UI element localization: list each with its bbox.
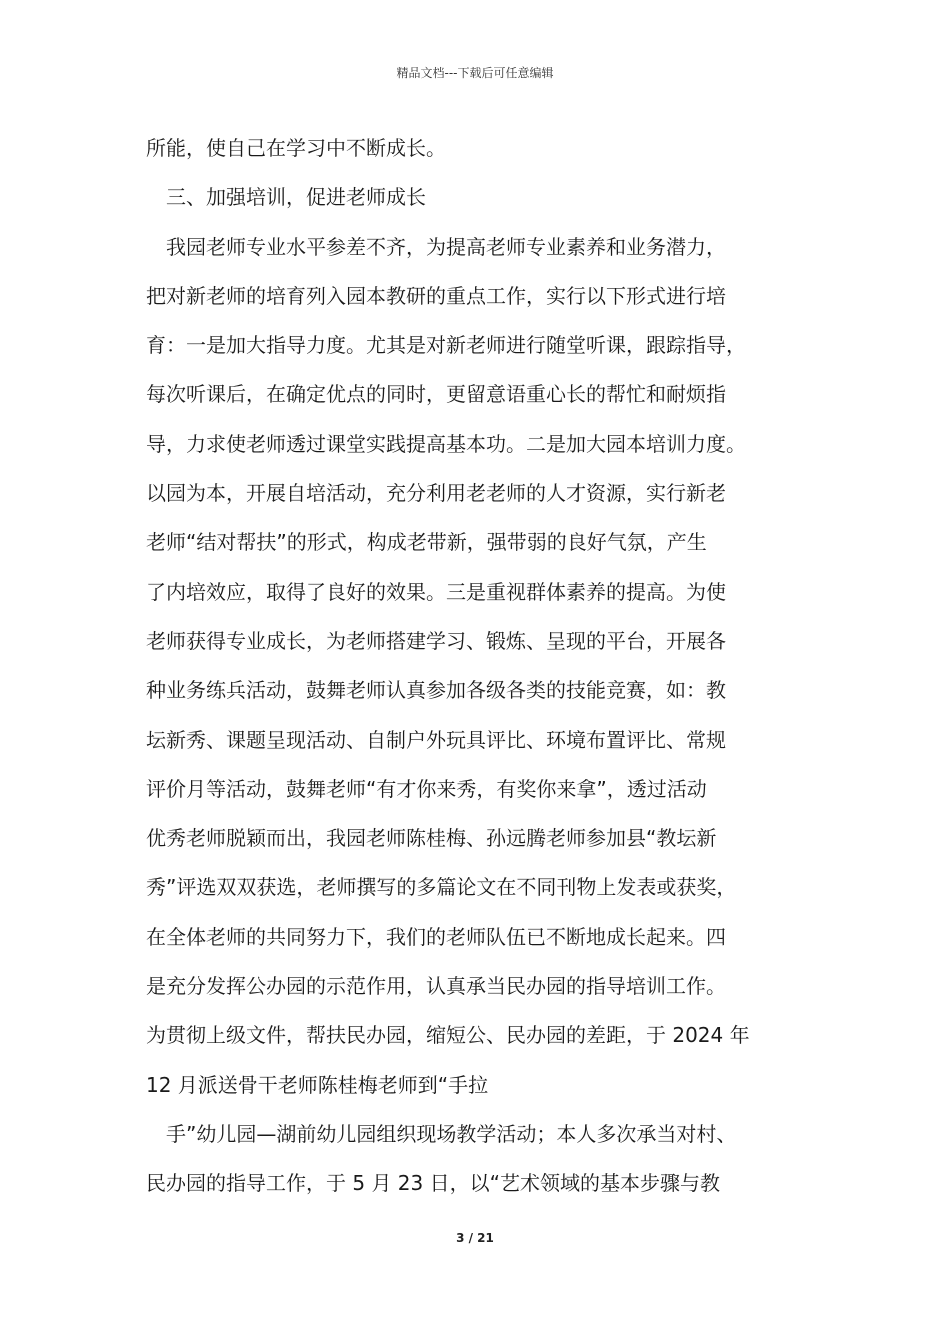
text-line: 为贯彻上级文件，帮扶民办园，缩短公、民办园的差距，于 2024 年 <box>146 1023 750 1048</box>
document-body <box>146 124 836 1209</box>
text-line: 评价月等活动，鼓舞老师“有才你来秀，有奖你来拿”，透过活动 <box>146 776 707 801</box>
text-line: 手”幼儿园—湖前幼儿园组织现场教学活动；本人多次承当对村、 <box>166 1121 737 1146</box>
text-line: 是充分发挥公办园的示范作用，认真承当民办园的指导培训工作。 <box>146 974 726 999</box>
text-line: 老师“结对帮扶”的形式，构成老带新，强带弱的良好气氛，产生 <box>146 530 707 555</box>
text-line: 导，力求使老师透过课堂实践提高基本功。二是加大园本培训力度。 <box>146 431 746 456</box>
text-line: 老师获得专业成长，为老师搭建学习、锻炼、呈现的平台，开展各 <box>146 628 726 653</box>
text-line: 育：一是加大指导力度。尤其是对新老师进行随堂听课，跟踪指导， <box>146 333 746 358</box>
text-line: 种业务练兵活动，鼓舞老师认真参加各级各类的技能竞赛，如：教 <box>146 678 726 703</box>
text-line: 每次听课后，在确定优点的同时，更留意语重心长的帮忙和耐烦指 <box>146 382 726 407</box>
text-line: 优秀老师脱颖而出，我园老师陈桂梅、孙远腾老师参加县“教坛新 <box>146 826 717 851</box>
text-line: 以园为本，开展自培活动，充分利用老老师的人才资源，实行新老 <box>146 481 726 506</box>
text-line: 坛新秀、课题呈现活动、自制户外玩具评比、环境布置评比、常规 <box>146 727 726 752</box>
text-line: 民办园的指导工作，于 5 月 23 日，以“艺术领域的基本步骤与教 <box>146 1171 720 1196</box>
text-line: 把对新老师的培育列入园本教研的重点工作，实行以下形式进行培 <box>146 283 726 308</box>
page-number: 3 / 21 <box>456 1231 494 1245</box>
page-header: 精品文档---下载后可任意编辑 <box>396 66 554 80</box>
text-line: 12 月派送骨干老师陈桂梅老师到“手拉 <box>146 1072 489 1097</box>
text-line: 了内培效应，取得了良好的效果。三是重视群体素养的提高。为使 <box>146 579 726 604</box>
text-line: 秀”评选双双获选，老师撰写的多篇论文在不同刊物上发表或获奖， <box>146 875 737 900</box>
text-line: 我园老师专业水平参差不齐，为提高老师专业素养和业务潜力， <box>166 234 726 259</box>
text-line: 所能，使自己在学习中不断成长。 <box>146 136 446 160</box>
text-line: 在全体老师的共同努力下，我们的老师队伍已不断地成长起来。四 <box>146 924 726 949</box>
section-heading: 三、加强培训，促进老师成长 <box>166 185 426 210</box>
